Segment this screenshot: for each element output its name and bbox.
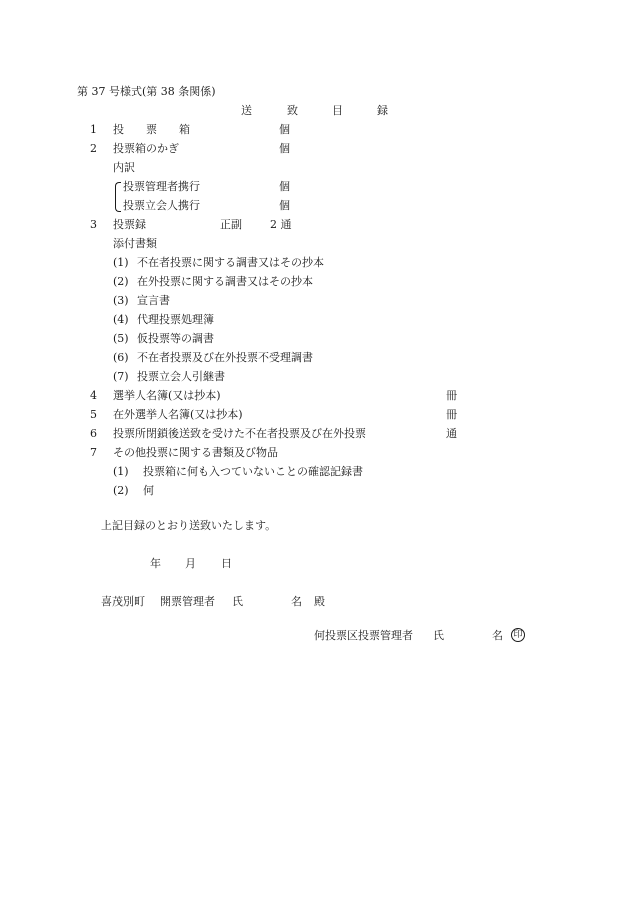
breakdown-label: 内訳 — [113, 161, 135, 174]
attachment-1-text: 不在者投票に関する調書又はその抄本 — [137, 256, 324, 269]
item-2-unit: 個 — [279, 142, 290, 155]
item-5-number: 5 — [90, 408, 97, 421]
seal-mark: 印 — [511, 628, 525, 642]
item-6-label: 投票所閉鎖後送致を受けた不在者投票及び在外投票 — [113, 427, 366, 440]
item-3-label: 投票録 — [113, 218, 146, 231]
attachment-1-number: (1) — [113, 256, 129, 269]
attachment-4-number: (4) — [113, 313, 129, 326]
recipient-title: 開票管理者 — [160, 595, 215, 608]
item-5-unit: 冊 — [446, 408, 457, 421]
title-char-1: 送 — [241, 104, 252, 117]
item-4-unit: 冊 — [446, 389, 457, 402]
attachment-3-text: 宣言書 — [137, 294, 170, 307]
breakdown-witness-unit: 個 — [279, 199, 290, 212]
attachment-6-text: 不在者投票及び在外投票不受理調書 — [137, 351, 313, 364]
recipient-shi: 氏 — [232, 595, 243, 608]
item-3-copies: 正副 — [220, 218, 242, 231]
date-day: 日 — [221, 557, 232, 570]
sender-mei: 名 — [492, 629, 503, 642]
title-char-4: 録 — [377, 104, 388, 117]
item-2-number: 2 — [90, 142, 97, 155]
item-1-label-char-2: 票 — [146, 123, 157, 136]
item-1-label-char-3: 箱 — [179, 123, 190, 136]
other-2-text: 何 — [143, 484, 154, 497]
bracket — [115, 182, 121, 212]
sender-shi: 氏 — [433, 629, 444, 642]
attachment-7-text: 投票立会人引継書 — [137, 370, 225, 383]
item-4-number: 4 — [90, 389, 97, 402]
item-2-label: 投票箱のかぎ — [113, 142, 179, 155]
other-2-number: (2) — [113, 484, 129, 497]
closing-statement: 上記目録のとおり送致いたします。 — [101, 519, 277, 532]
recipient-dono: 殿 — [314, 595, 325, 608]
sender-title: 何投票区投票管理者 — [314, 629, 413, 642]
attachment-4-text: 代理投票処理簿 — [137, 313, 214, 326]
item-3-count: 2 通 — [270, 218, 292, 231]
date-month: 月 — [185, 557, 196, 570]
title-char-3: 目 — [332, 104, 343, 117]
item-1-number: 1 — [90, 123, 97, 136]
breakdown-manager: 投票管理者携行 — [123, 180, 200, 193]
item-6-unit: 通 — [446, 427, 457, 440]
item-7-number: 7 — [90, 446, 97, 459]
date-year: 年 — [150, 557, 161, 570]
recipient-org: 喜茂別町 — [101, 595, 145, 608]
item-5-label: 在外選挙人名簿(又は抄本) — [113, 408, 243, 421]
attachment-2-text: 在外投票に関する調書又はその抄本 — [137, 275, 313, 288]
attachment-5-text: 仮投票等の調書 — [137, 332, 214, 345]
attachment-7-number: (7) — [113, 370, 129, 383]
recipient-mei: 名 — [291, 595, 302, 608]
item-1-unit: 個 — [279, 123, 290, 136]
other-1-text: 投票箱に何も入つていないことの確認記録書 — [143, 465, 363, 478]
item-3-number: 3 — [90, 218, 97, 231]
attachment-5-number: (5) — [113, 332, 129, 345]
breakdown-witness: 投票立会人携行 — [123, 199, 200, 212]
attachment-6-number: (6) — [113, 351, 129, 364]
title-char-2: 致 — [287, 104, 298, 117]
other-1-number: (1) — [113, 465, 129, 478]
attachments-label: 添付書類 — [113, 237, 157, 250]
breakdown-manager-unit: 個 — [279, 180, 290, 193]
item-7-label: その他投票に関する書類及び物品 — [113, 446, 278, 459]
item-6-number: 6 — [90, 427, 97, 440]
attachment-3-number: (3) — [113, 294, 129, 307]
form-number: 第 37 号様式(第 38 条関係) — [77, 85, 216, 98]
attachment-2-number: (2) — [113, 275, 129, 288]
item-1-label-char-1: 投 — [113, 123, 124, 136]
item-4-label: 選挙人名簿(又は抄本) — [113, 389, 221, 402]
